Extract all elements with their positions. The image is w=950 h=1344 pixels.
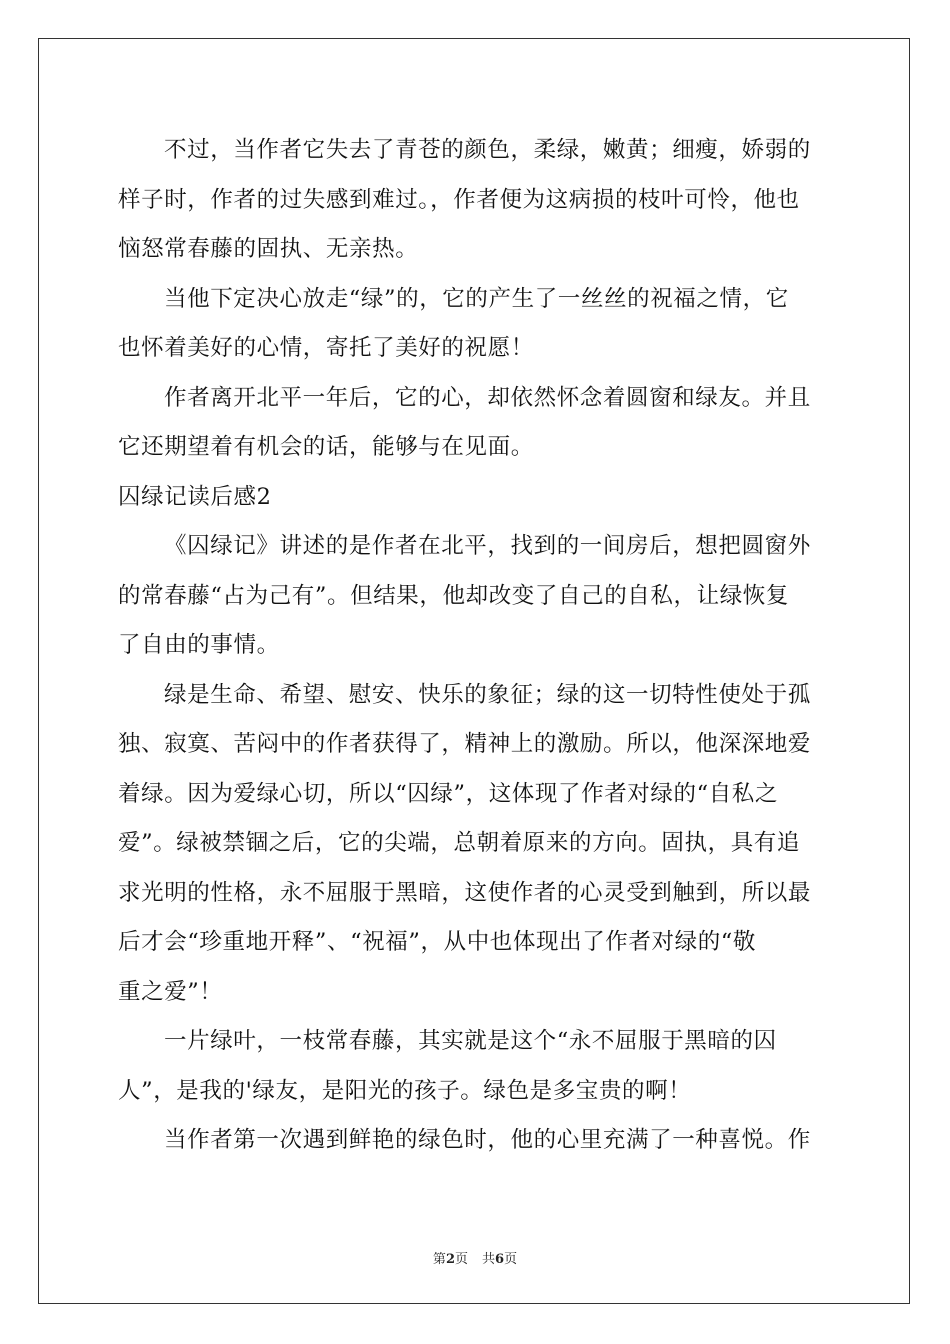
paragraph-line: 着绿。因为爱绿心切，所以“囚绿”，这体现了作者对绿的“自私之 xyxy=(118,780,779,807)
page-footer xyxy=(0,1248,950,1267)
page-suffix: 页 xyxy=(454,1252,468,1267)
paragraph-line: 《囚绿记》讲述的是作者在北平，找到的一间房后，想把圆窗外 xyxy=(164,533,811,559)
paragraph-line: 后才会“珍重地开释”、“祝福”，从中也体现出了作者对绿的“敬 xyxy=(118,929,757,955)
paragraph-line: 了自由的事情。 xyxy=(118,632,280,658)
paragraph-line: 独、寂寞、苦闷中的作者获得了，精神上的激励。所以，他深深地爱 xyxy=(118,731,812,757)
paragraph-line: 它还期望着有机会的话，能够与在见面。 xyxy=(118,434,534,460)
paragraph-line: 恼怒常春藤的固执、无亲热。 xyxy=(118,236,419,262)
paragraph-line: 一片绿叶，一枝常春藤，其实就是这个“永不屈服于黑暗的囚 xyxy=(164,1028,777,1054)
paragraph-line: 样子时，作者的过失感到难过。，作者便为这病损的枝叶可怜，他也 xyxy=(118,186,800,213)
paragraph-line: 求光明的性格，永不屈服于黑暗，这使作者的心灵受到触到，所以最 xyxy=(118,879,812,906)
section-heading: 囚绿记读后感2 xyxy=(118,483,272,510)
paragraph-line: 不过，当作者它失去了青苍的颜色，柔绿，嫩黄；细瘦，娇弱的 xyxy=(164,137,811,163)
paragraph-line: 人”，是我的'绿友，是阳光的孩子。绿色是多宝贵的啊！ xyxy=(118,1077,692,1104)
paragraph-line: 当他下定决心放走“绿”的，它的产生了一丝丝的祝福之情，它 xyxy=(164,285,789,312)
document-body xyxy=(118,126,834,1166)
paragraph-line: 重之爱”！ xyxy=(118,978,223,1005)
total-prefix: 共 xyxy=(482,1252,496,1267)
page-prefix: 第 xyxy=(432,1252,446,1267)
paragraph-line: 也怀着美好的心情，寄托了美好的祝愿！ xyxy=(118,335,534,361)
paragraph-line: 爱”。绿被禁锢之后，它的尖端，总朝着原来的方向。固执，具有追 xyxy=(118,830,801,856)
paragraph-line: 绿是生命、希望、慰安、快乐的象征；绿的这一切特性使处于孤 xyxy=(164,681,811,708)
page-number: 2 xyxy=(445,1252,455,1267)
paragraph-line: 作者离开北平一年后，它的心，却依然怀念着圆窗和绿友。并且 xyxy=(164,384,811,411)
paragraph-line: 的常春藤“占为己有”。但结果，他却改变了自己的自私，让绿恢复 xyxy=(118,582,790,609)
paragraph-line: 当作者第一次遇到鲜艳的绿色时，他的心里充满了一种喜悦。作 xyxy=(164,1127,811,1153)
total-suffix: 页 xyxy=(504,1252,518,1267)
total-pages: 6 xyxy=(495,1252,505,1267)
